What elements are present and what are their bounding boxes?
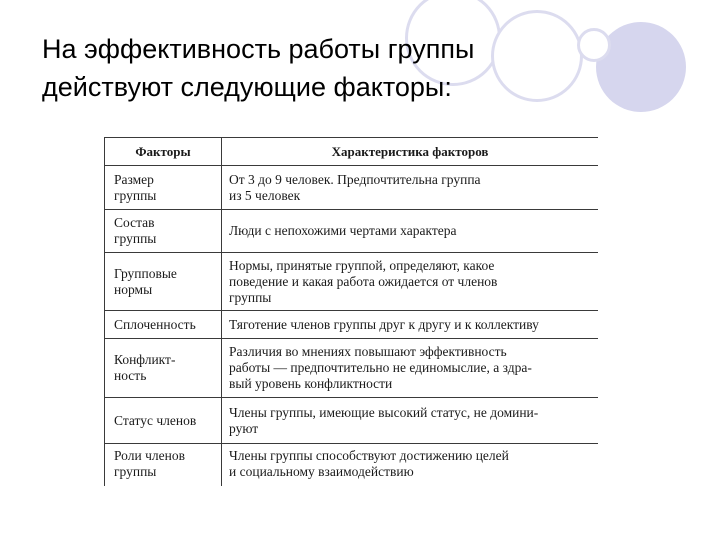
table-row: [105, 398, 599, 444]
factors-table-container: [104, 137, 598, 486]
factor-cell: Сплоченность: [105, 311, 222, 339]
characteristic-cell: Члены группы способствуют достижению целей и социальному взаимодействию: [222, 444, 599, 487]
table-row: [105, 210, 599, 253]
characteristic-cell: Люди с непохожими чертами характера: [222, 210, 599, 253]
factors-table: [104, 137, 598, 486]
table-header-row: [105, 138, 599, 166]
decorative-circle: [596, 22, 686, 112]
characteristic-cell: Различия во мнениях повышают эффективность работы — предпочтительно не единомыслие, а здра- вый уровень конфликтности: [222, 339, 599, 398]
factor-cell: Размер группы: [105, 166, 222, 210]
table-row: [105, 339, 599, 398]
characteristic-cell: Члены группы, имеющие высокий статус, не домини- руют: [222, 398, 599, 444]
table-row: [105, 166, 599, 210]
factor-cell: Статус членов: [105, 398, 222, 444]
factor-cell: Состав группы: [105, 210, 222, 253]
table-row: [105, 253, 599, 311]
characteristic-cell: Тяготение членов группы друг к другу и к коллективу: [222, 311, 599, 339]
factor-cell: Роли членов группы: [105, 444, 222, 487]
factor-cell: Конфликт- ность: [105, 339, 222, 398]
characteristic-cell: От 3 до 9 человек. Предпочтительна группа из 5 человек: [222, 166, 599, 210]
header-characteristics: Характеристика факторов: [222, 138, 599, 166]
characteristic-cell: Нормы, принятые группой, определяют, какое поведение и какая работа ожидается от членов группы: [222, 253, 599, 311]
header-factors: Факторы: [105, 138, 222, 166]
table-row: [105, 311, 599, 339]
slide-title-line-2: действуют следующие факторы:: [42, 72, 452, 102]
slide-title: [42, 30, 602, 106]
table-row: [105, 444, 599, 487]
slide-title-line-1: На эффективность работы группы: [42, 34, 475, 64]
factor-cell: Групповые нормы: [105, 253, 222, 311]
